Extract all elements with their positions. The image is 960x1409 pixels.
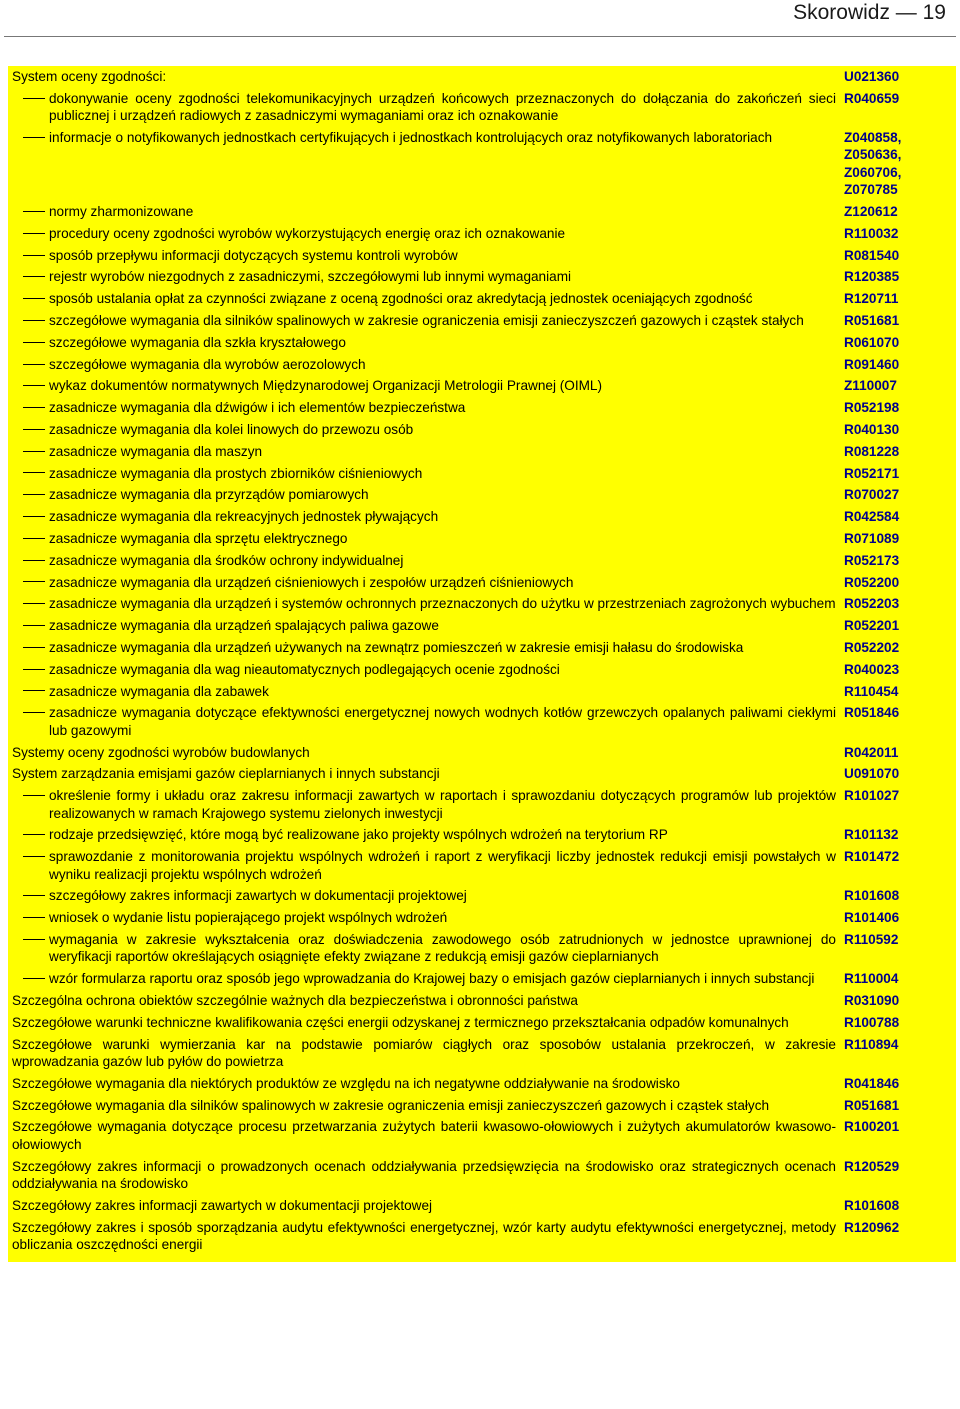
entry-text [8,247,844,264]
index-list [8,66,956,1262]
index-entry [8,1075,956,1092]
index-subentry [8,508,956,525]
entry-label: sposób ustalania opłat za czynności związane z oceną zgodności oraz akredytacją jednostek oceniających zgodność [49,291,753,307]
index-subentry [8,909,956,926]
entry-code: R120385 [844,269,900,285]
index-subentry [8,247,956,264]
entry-code: R110004 [844,971,899,987]
entry-text [8,1118,844,1153]
entry-code: R042584 [844,509,900,525]
entry-text [8,508,844,525]
entry-label: wzór formularza raportu oraz sposób jego wprowadzania do Krajowej bazy o emisjach gazów cieplarnianych i innych substancji [49,971,815,987]
entry-code: R070027 [844,487,900,503]
entry-code: R110592 [844,931,899,947]
entry-text [8,617,844,634]
entry-text [8,1075,844,1092]
entry-label: Szczegółowe warunki techniczne kwalifikowania części energii odzyskanej z termicznego przekształcania odpadów komunalnych [12,1014,789,1030]
entry-text [8,1014,844,1031]
dash-icon [23,364,45,365]
index-subentry [8,268,956,285]
dash-icon [23,712,45,713]
index-subentry [8,334,956,351]
index-entry [8,68,956,85]
index-entry [8,765,956,782]
dash-icon [23,494,45,495]
entry-text [8,848,844,883]
entry-code: Z110007 [844,378,897,394]
dash-icon [23,276,45,277]
entry-code: R101608 [844,888,900,904]
entry-text [8,552,844,569]
entry-code: R040659 [844,90,900,106]
dash-icon [23,407,45,408]
header-rule [4,36,956,37]
entry-label: Szczegółowe wymagania dotyczące procesu przetwarzania zużytych baterii kwasowo-ołowiowych i zużytych akumulatorów kwasowo-ołowiowych [12,1119,836,1152]
entry-label: zasadnicze wymagania dla urządzeń i systemów ochronnych przeznaczonych do użytku w przestrzeniach zagrożonych wybuchem [49,596,836,612]
dash-icon [23,795,45,796]
dash-icon [23,429,45,430]
dash-icon [23,320,45,321]
entry-label: zasadnicze wymagania dla rekreacyjnych jednostek pływających [49,509,439,525]
dash-icon [23,516,45,517]
dash-icon [23,472,45,473]
entry-code: R071089 [844,530,900,546]
entry-label: informacje o notyfikowanych jednostkach certyfikujących i jednostkach kontrolujących oraz notyfikowanych laboratoriach [49,130,773,145]
page-header [0,0,960,56]
index-subentry [8,787,956,822]
index-subentry [8,486,956,503]
entry-code: R120962 [844,1219,900,1235]
entry-code: R052198 [844,400,900,416]
index-subentry [8,617,956,634]
dash-icon [23,978,45,979]
index-entry [8,1197,956,1214]
entry-code: R052173 [844,552,900,568]
entry-label: szczegółowe wymagania dla silników spalinowych w zakresie ograniczenia emisji zanieczyszczeń gazowych i cząstek stałych [49,313,804,328]
entry-code: R052202 [844,639,900,655]
entry-text [8,1219,844,1254]
index-subentry [8,574,956,591]
index-subentry [8,552,956,569]
entry-text [8,787,844,822]
entry-label: zasadnicze wymagania dla kolei linowych do przewozu osób [49,421,414,437]
entry-label: zasadnicze wymagania dla maszyn [49,443,263,459]
entry-code: R081540 [844,247,900,263]
entry-text [8,887,844,904]
dash-icon [23,342,45,343]
entry-text [8,1097,844,1114]
dash-icon [23,298,45,299]
index-subentry [8,225,956,242]
entry-label: dokonywanie oceny zgodności telekomunikacyjnych urządzeń końcowych przeznaczonych do dołączania do zakończeń sieci publicznej i urządzeń radiowych z zasadniczymi wymaganiami oraz ich oznakowanie [49,90,836,124]
page-number: Skorowidz — 19 [793,1,946,24]
entry-text [8,992,844,1009]
entry-text [8,765,844,782]
index-subentry [8,399,956,416]
index-subentry [8,639,956,656]
entry-text [8,486,844,503]
entry-label: System zarządzania emisjami gazów cieplarnianych i innych substancji [12,766,440,782]
dash-icon [23,560,45,561]
entry-text [8,334,844,351]
entry-label: Szczegółowe wymagania dla silników spalinowych w zakresie ograniczenia emisji zanieczyszczeń gazowych i cząstek stałych [12,1097,770,1113]
index-subentry [8,595,956,612]
entry-label: szczegółowe wymagania dla wyrobów aerozolowych [49,356,366,372]
entry-label: Systemy oceny zgodności wyrobów budowlanych [12,744,310,760]
entry-label: normy zharmonizowane [49,204,194,220]
index-subentry [8,931,956,966]
entry-text [8,129,844,146]
entry-label: zasadnicze wymagania dla dźwigów i ich elementów bezpieczeństwa [49,400,466,416]
entry-text [8,312,844,329]
index-entry [8,1036,956,1071]
entry-code: R052171 [844,465,900,481]
dash-icon [23,625,45,626]
dash-icon [23,647,45,648]
entry-text [8,1197,844,1214]
index-subentry [8,443,956,460]
index-entry [8,1097,956,1114]
entry-text [8,399,844,416]
entry-text [8,225,844,242]
entry-text [8,704,844,739]
dash-icon [23,834,45,835]
dash-icon [23,856,45,857]
entry-label: zasadnicze wymagania dla urządzeń spalających paliwa gazowe [49,618,439,634]
entry-text [8,290,844,307]
entry-label: zasadnicze wymagania dla prostych zbiorników ciśnieniowych [49,465,423,481]
entry-label: procedury oceny zgodności wyrobów wykorzystujących energię oraz ich oznakowanie [49,225,566,241]
dash-icon [23,581,45,582]
entry-text [8,744,844,761]
index-subentry [8,887,956,904]
entry-label: wymagania w zakresie wykształcenia oraz doświadczenia zawodowego osób zatrudnionych w jednostce uprawnionej do weryfikacji raportów określających osiągnięte efekty związane z redukcją emisji gazów cieplarnianych [49,931,836,965]
entry-text [8,639,844,656]
entry-label: Szczególna ochrona obiektów szczególnie ważnych dla bezpieczeństwa i obronności państwa [12,992,578,1008]
entry-text [8,465,844,482]
dash-icon [23,211,45,212]
entry-text [8,574,844,591]
entry-label: Szczegółowe warunki wymierzania kar na podstawie pomiarów ciągłych oraz sposobów ustalania przekroczeń, w zakresie wprowadzania gazów lub pyłów do powietrza [12,1036,836,1069]
index-subentry [8,465,956,482]
dash-icon [23,385,45,386]
entry-label: Szczegółowy zakres informacji zawartych w dokumentacji projektowej [12,1197,433,1213]
entry-code: R120529 [844,1158,900,1174]
entry-code: U091070 [844,766,900,782]
entry-code: R051681 [844,1097,900,1113]
index-subentry [8,356,956,373]
entry-label: zasadnicze wymagania dotyczące efektywności energetycznej nowych wodnych kotłów grzewczych opalanych paliwami ciekłymi lub gazowymi [49,705,836,738]
index-subentry [8,683,956,700]
entry-text [8,421,844,438]
entry-label: wykaz dokumentów normatywnych Międzynarodowej Organizacji Metrologii Prawnej (OIML) [49,378,603,394]
index-subentry [8,421,956,438]
dash-icon [23,451,45,452]
index-entry [8,1118,956,1153]
entry-text [8,970,844,987]
dash-icon [23,669,45,670]
entry-label: Szczegółowe wymagania dla niektórych produktów ze względu na ich negatywne oddziaływanie na środowisko [12,1075,680,1091]
entry-code: R051846 [844,705,900,721]
entry-code: R110894 [844,1036,899,1052]
entry-code: R110032 [844,225,899,241]
dash-icon [23,98,45,99]
entry-label: zasadnicze wymagania dla przyrządów pomiarowych [49,487,369,503]
entry-text [8,68,844,85]
entry-text [8,683,844,700]
entry-code: Z040858, Z050636, Z060706, Z070785 [844,130,902,198]
index-entry [8,1158,956,1193]
entry-code: R100201 [844,1119,900,1135]
dash-icon [23,895,45,896]
entry-text [8,595,844,612]
entry-text [8,1036,844,1071]
entry-code: R052201 [844,618,900,634]
entry-code: R110454 [844,683,899,699]
entry-label: szczegółowy zakres informacji zawartych w dokumentacji projektowej [49,888,467,904]
entry-label: sposób przepływu informacji dotyczących systemu kontroli wyrobów [49,247,458,263]
entry-code: R091460 [844,356,900,372]
dash-icon [23,255,45,256]
entry-label: zasadnicze wymagania dla urządzeń ciśnieniowych i zespołów urządzeń ciśnieniowych [49,574,574,590]
entry-text [8,661,844,678]
index-subentry [8,377,956,394]
entry-label: rejestr wyrobów niezgodnych z zasadniczymi, szczegółowymi lub innymi wymaganiami [49,269,572,285]
entry-label: wniosek o wydanie listu popierającego projekt wspólnych wdrożeń [49,910,448,926]
index-subentry [8,970,956,987]
entry-label: Szczegółowy zakres i sposób sporządzania audytu efektywności energetycznej, wzór karty audytu efektywności energetycznej, metody obliczania oszczędności energii [12,1219,836,1252]
entry-text [8,90,844,125]
entry-code: R101027 [844,788,900,804]
entry-code: R120711 [844,291,899,307]
index-subentry [8,203,956,220]
index-entry [8,1219,956,1254]
entry-code: R101406 [844,910,900,926]
index-subentry [8,826,956,843]
entry-code: Z120612 [844,204,898,220]
entry-label: rodzaje przedsięwzięć, które mogą być realizowane jako projekty wspólnych wdrożeń na terytorium RP [49,827,668,843]
index-entry [8,992,956,1009]
dash-icon [23,603,45,604]
entry-label: szczegółowe wymagania dla szkła kryształowego [49,334,346,350]
entry-label: zasadnicze wymagania dla sprzętu elektrycznego [49,530,348,546]
dash-icon [23,939,45,940]
index-subentry [8,312,956,329]
entry-text [8,443,844,460]
entry-code: R081228 [844,443,900,459]
entry-code: R031090 [844,992,900,1008]
dash-icon [23,233,45,234]
dash-icon [23,690,45,691]
dash-icon [23,137,45,138]
entry-code: R061070 [844,334,900,350]
entry-text [8,909,844,926]
entry-label: określenie formy i układu oraz zakresu informacji zawartych w raportach i sprawozdaniu dotyczących programów lub projektów realizowanych w ramach Krajowego systemu zielonych inwestycji [49,788,836,821]
entry-text [8,203,844,220]
entry-label: zasadnicze wymagania dla urządzeń używanych na zewnątrz pomieszczeń w zakresie emisji hałasu do środowiska [49,639,744,655]
entry-code: R040130 [844,421,900,437]
entry-text [8,931,844,966]
entry-code: R101132 [844,827,899,843]
entry-code: R101608 [844,1197,900,1213]
index-subentry [8,848,956,883]
entry-text [8,356,844,373]
entry-code: R051681 [844,313,900,328]
entry-text [8,530,844,547]
entry-label: zasadnicze wymagania dla wag nieautomatycznych podlegających ocenie zgodności [49,661,560,677]
entry-code: R052200 [844,574,900,590]
dash-icon [23,538,45,539]
entry-label: zasadnicze wymagania dla zabawek [49,683,269,699]
entry-label: Szczegółowy zakres informacji o prowadzonych ocenach oddziaływania przedsięwzięcia na środowisko oraz strategicznych ocenach oddziaływania na środowisko [12,1158,836,1191]
entry-code: R041846 [844,1075,900,1091]
entry-label: System oceny zgodności: [12,69,167,84]
entry-code: R040023 [844,661,900,677]
entry-code: U021360 [844,69,900,84]
entry-text [8,1158,844,1193]
entry-text [8,377,844,394]
entry-code: R100788 [844,1014,900,1030]
entry-label: zasadnicze wymagania dla środków ochrony indywidualnej [49,552,404,568]
index-subentry [8,661,956,678]
index-entry [8,1014,956,1031]
index-subentry [8,530,956,547]
entry-label: sprawozdanie z monitorowania projektu wspólnych wdrożeń i raport z weryfikacji liczby jednostek redukcji emisji powstałych w wyniku realizacji projektu wspólnych wdrożeń [49,849,836,882]
index-entry [8,744,956,761]
index-subentry [8,290,956,307]
index-subentry [8,90,956,125]
index-subentry [8,704,956,739]
entry-code: R042011 [844,744,899,760]
dash-icon [23,917,45,918]
entry-text [8,826,844,843]
entry-code: R101472 [844,849,900,865]
index-subentry [8,129,956,199]
entry-code: R052203 [844,596,900,612]
entry-text [8,268,844,285]
